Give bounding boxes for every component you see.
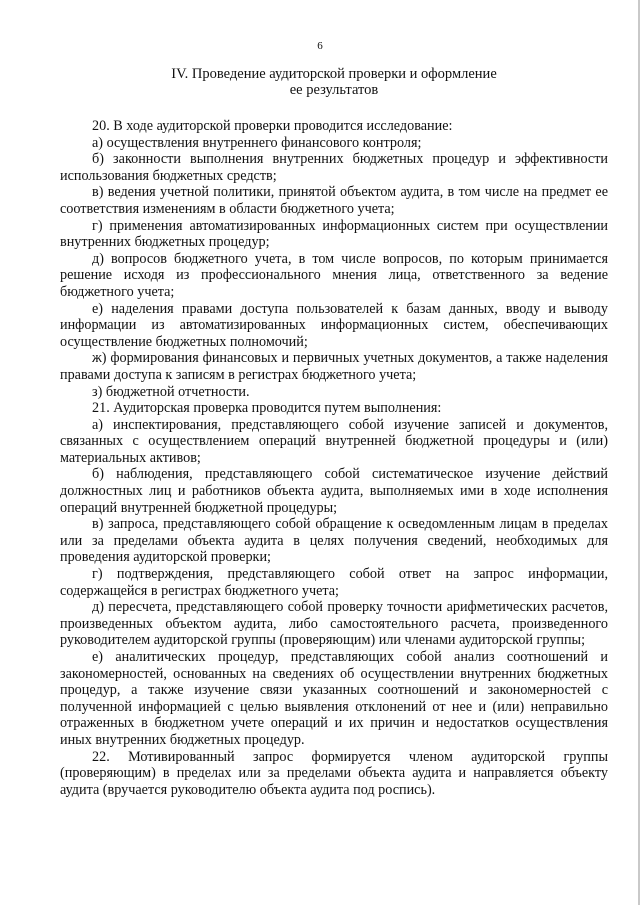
- document-body: [60, 118, 608, 798]
- paragraph-20-zh: ж) формирования финансовых и первичных учетных документов, а также наделения правами доступа к записям в регистрах бюджетного учета;: [60, 350, 608, 383]
- paragraph-21-v: в) запроса, представляющего собой обращение к осведомленным лицам в пределах или за пределами объекта аудита в целях получения сведений, необходимых для проведения аудиторской проверки;: [60, 516, 608, 566]
- paragraph-21-a: а) инспектирования, представляющего собой изучение записей и документов, связанных с осуществлением операций внутренней бюджетной процедуры и (или) материальных активов;: [60, 416, 608, 466]
- paragraph-20-g: г) применения автоматизированных информационных систем при осуществлении внутренних бюджетных процедур;: [60, 217, 608, 251]
- paragraph-21-e: е) аналитических процедур, представляющих собой анализ соотношений и закономерностей, основанных на сведениях об осуществлении внутренних бюджетных процедур, а также изучение связи указанных соотношений и закономерностей с полученной информацией с целью выявления отклонений от нее и (или) неправильно отраженных в бюджетном учете операций и их причин и недостатков осуществления иных внутренних бюджетных процедур.: [60, 649, 608, 748]
- paragraph-20-d: д) вопросов бюджетного учета, в том числе вопросов, по которым принимается решение исходя из профессионального мнения лица, ответственного за ведение бюджетного учета;: [60, 250, 608, 300]
- page-number: 6: [317, 40, 323, 52]
- paragraph-20-b: б) законности выполнения внутренних бюджетных процедур и эффективности использования бюджетных средств;: [60, 151, 608, 184]
- paragraph-20-z: з) бюджетной отчетности.: [92, 383, 250, 400]
- paragraph-20-v: в) ведения учетной политики, принятой объектом аудита, в том числе на предмет ее соответствия изменениям в области бюджетного учета;: [60, 184, 608, 217]
- paragraph-21-g: г) подтверждения, представляющего собой ответ на запрос информации, содержащейся в регистрах бюджетного учета;: [60, 566, 608, 599]
- paragraph-22: 22. Мотивированный запрос формируется членом аудиторской группы (проверяющим) в пределах или за пределами объекта аудита и направляется объекту аудита (вручается руководителю объекта аудита под роспись).: [60, 748, 608, 798]
- paragraph-21-d: д) пересчета, представляющего собой проверку точности арифметических расчетов, произведенных объектом аудита, либо самостоятельного расчета, произведенного руководителем аудиторской группы (проверяющим) или членами аудиторской группы;: [60, 599, 608, 649]
- paragraph-21-b: б) наблюдения, представляющего собой систематическое изучение действий должностных лиц и работников объекта аудита, выполняемых ими в ходе исполнения операций внутренней бюджетной процедуры;: [60, 466, 608, 516]
- section-heading: [60, 66, 608, 98]
- paragraph-20-a: а) осуществления внутреннего финансового контроля;: [92, 134, 422, 151]
- section-heading-line-2: ее результатов: [289, 82, 379, 98]
- paragraph-20: 20. В ходе аудиторской проверки проводится исследование:: [92, 118, 453, 134]
- section-heading-line-1: IV. Проведение аудиторской проверки и оформление: [171, 66, 497, 82]
- paragraph-20-e: е) наделения правами доступа пользователей к базам данных, вводу и выводу информации из автоматизированных информационных систем, обеспечивающих осуществление бюджетных полномочий;: [60, 300, 608, 350]
- paragraph-21: 21. Аудиторская проверка проводится путем выполнения:: [92, 400, 442, 417]
